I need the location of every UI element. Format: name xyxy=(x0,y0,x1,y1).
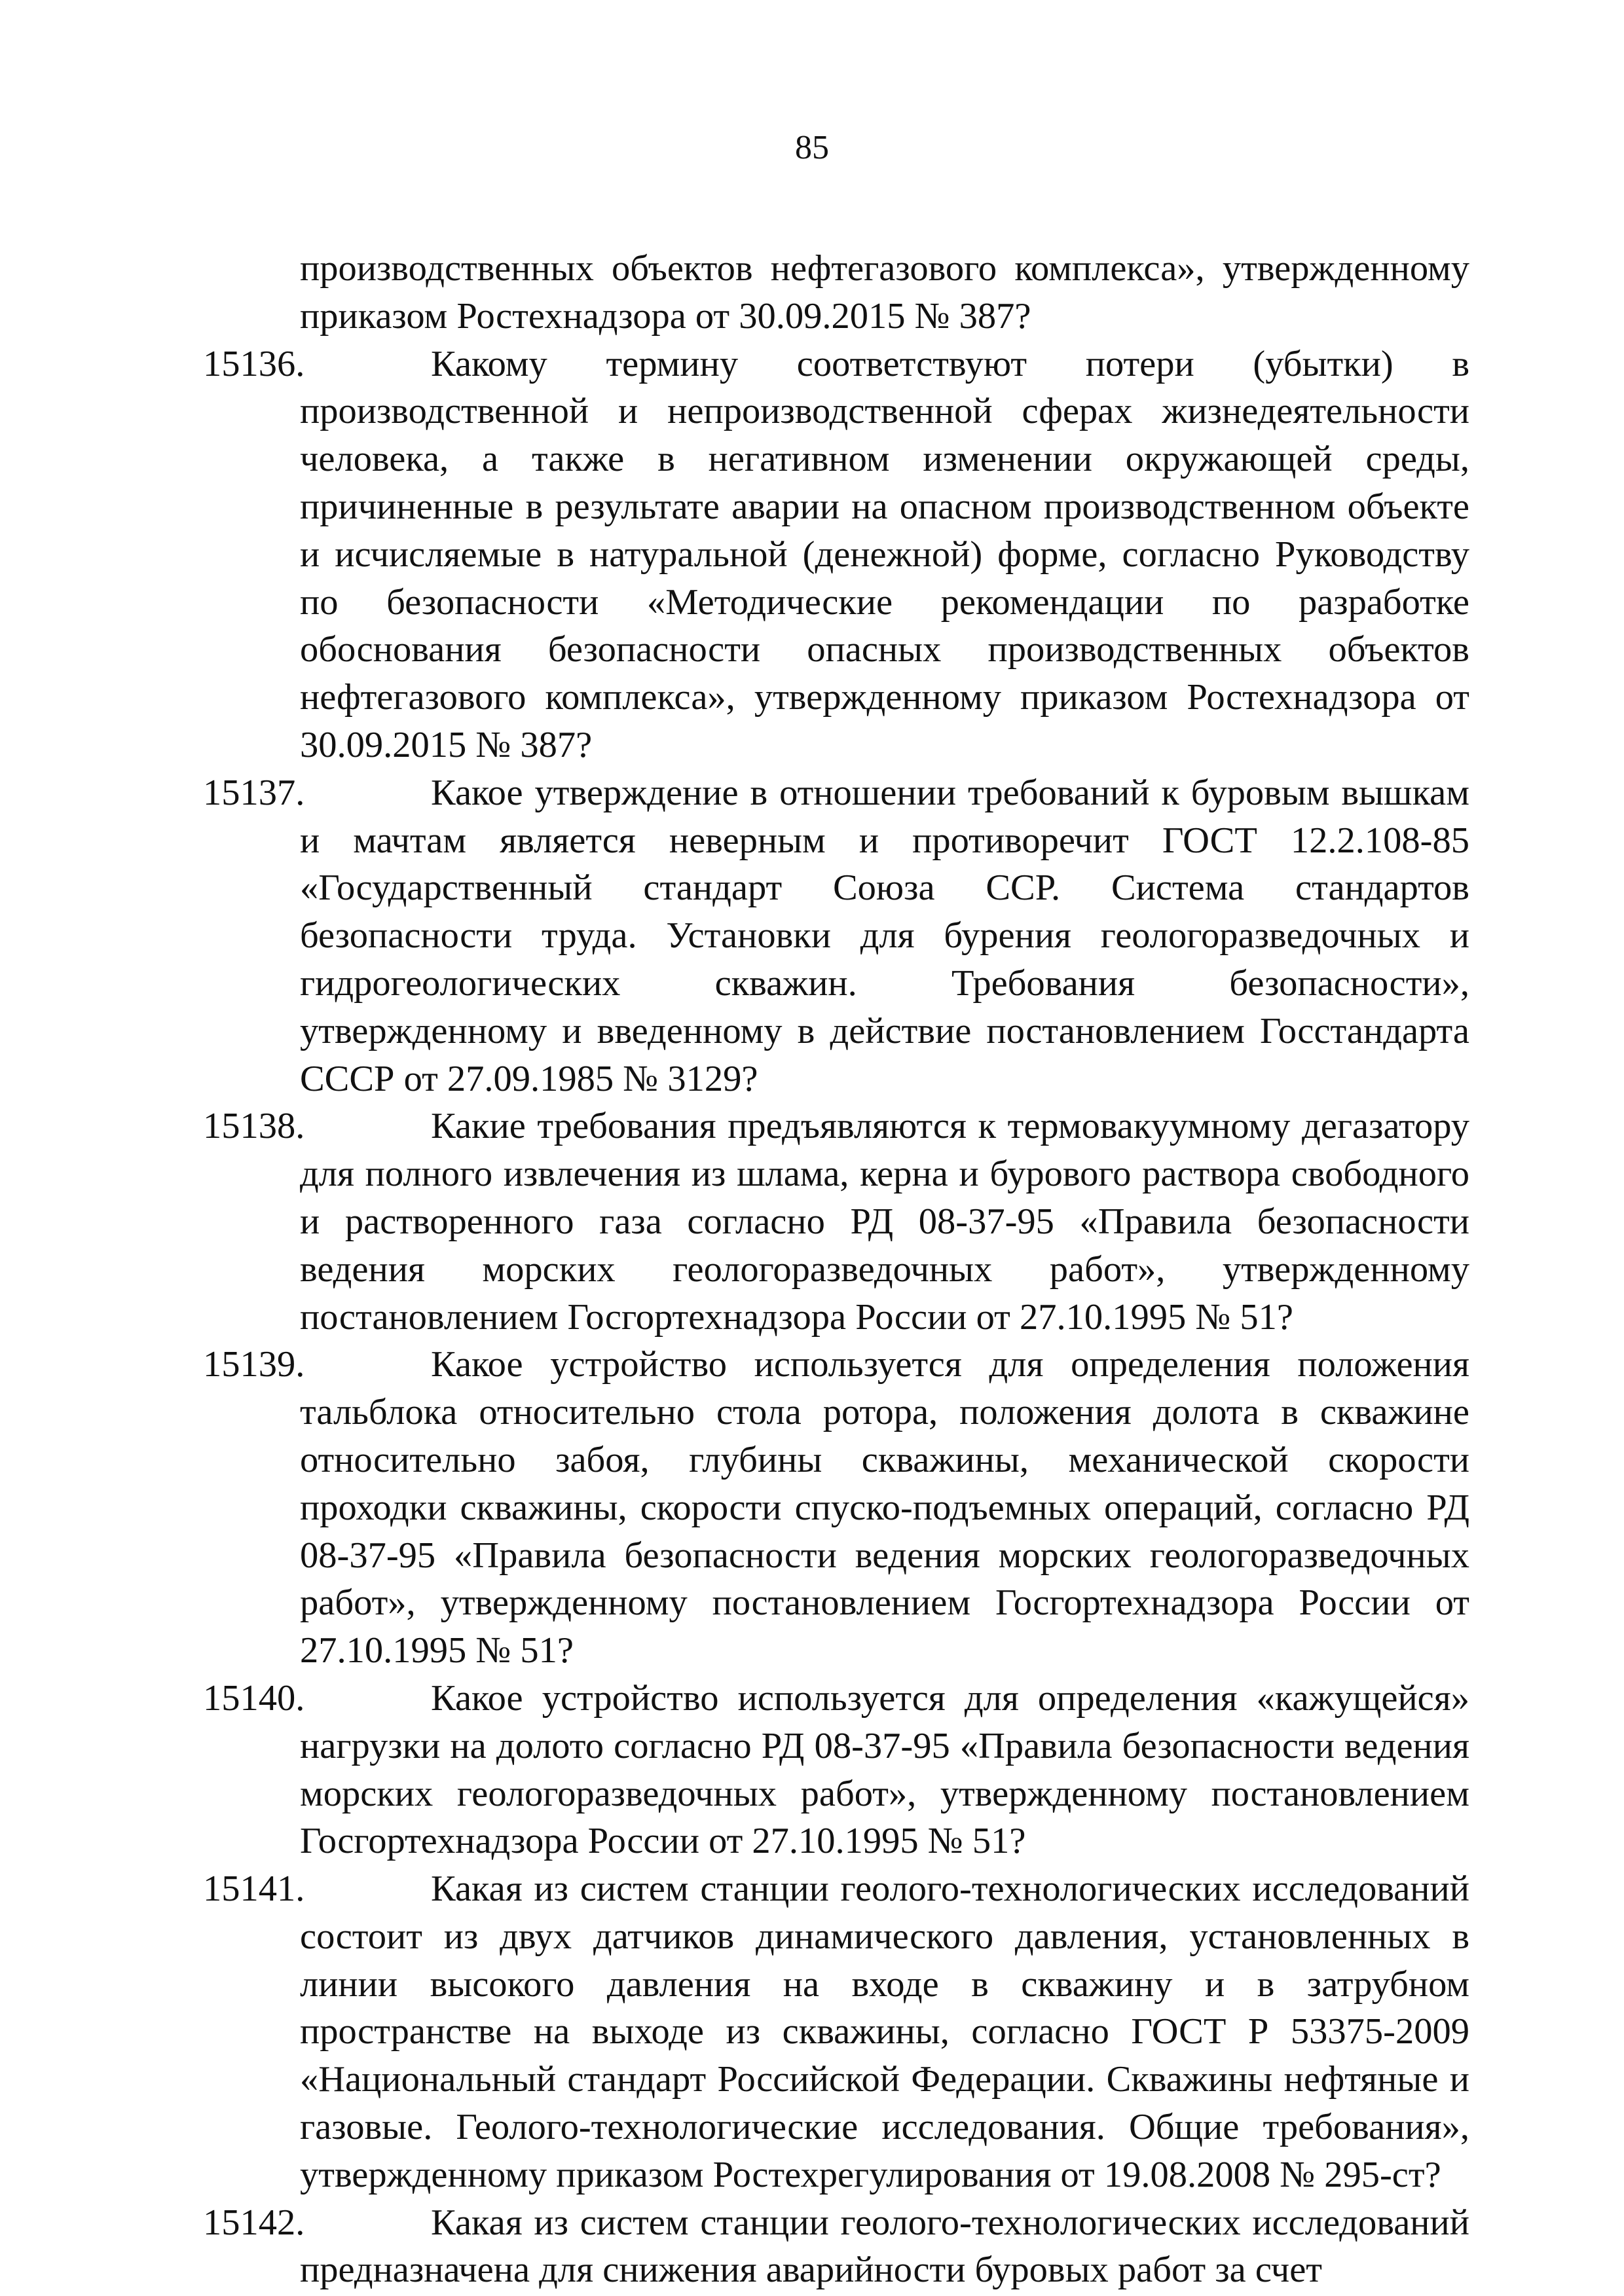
question-number: 15136. xyxy=(203,343,305,384)
question-number: 15137. xyxy=(203,772,305,813)
question-entry-15136 xyxy=(203,340,1469,769)
question-number: 15141. xyxy=(203,1868,305,1910)
question-number: 15142. xyxy=(203,2202,305,2243)
question-number: 15138. xyxy=(203,1106,305,1147)
question-text: Какому термину соответствуют потери (убытки) в производственной и непроизводственной сферах жизнедеятельности человека, а также в негативном изменении окружающей среды, причиненные в результате аварии на опасном производственном объекте и исчисляемые в натуральной (денежной) форме, согласно Руководству по безопасности «Методические рекомендации по разработке обоснования безопасности опасных производственных объектов нефтегазового комплекса», утвержденному приказом Ростехнадзора от 30.09.2015 № 387? xyxy=(300,343,1469,765)
question-entry-15142 xyxy=(203,2199,1469,2295)
question-entry-15138 xyxy=(203,1102,1469,1341)
question-entry-15140 xyxy=(203,1675,1469,1865)
page-number: 85 xyxy=(795,129,829,166)
question-text: Какое устройство используется для определения положения тальблока относительно стола ротора, положения долота в скважине относительно забоя, глубины скважины, механической скорости проходки скважины, скорости спуско-подъемных операций, согласно РД 08-37-95 «Правила безопасности ведения морских геологоразведочных работ», утвержденному постановлением Госгортехнадзора России от 27.10.1995 № 51? xyxy=(300,1344,1469,1671)
continuation-paragraph xyxy=(251,245,1469,340)
question-entry-15141 xyxy=(203,1865,1469,2199)
question-number: 15139. xyxy=(203,1344,305,1385)
continuation-text: производственных объектов нефтегазового комплекса», утвержденному приказом Ростехнадзора от 30.09.2015 № 387? xyxy=(300,248,1469,337)
question-entry-15139 xyxy=(203,1341,1469,1675)
question-text: Какое утверждение в отношении требований к буровым вышкам и мачтам является неверным и противоречит ГОСТ 12.2.108-85 «Государственный стандарт Союза ССР. Система стандартов безопасности труда. Установки для бурения геологоразведочных и гидрогеологических скважин. Требования безопасности», утвержденному и введенному в действие постановлением Госстандарта СССР от 27.09.1985 № 3129? xyxy=(300,772,1469,1099)
document-body xyxy=(203,245,1469,2294)
question-text: Какая из систем станции геолого-технологических исследований состоит из двух датчиков динамического давления, установленных в линии высокого давления на входе в скважину и в затрубном пространстве на выходе из скважины, согласно ГОСТ Р 53375-2009 «Национальный стандарт Российской Федерации. Скважины нефтяные и газовые. Геолого-технологические исследования. Общие требования», утвержденному приказом Ростехрегулирования от 19.08.2008 № 295-ст? xyxy=(300,1868,1469,2195)
question-text: Какое устройство используется для определения «кажущейся» нагрузки на долото согласно РД 08-37-95 «Правила безопасности ведения морских геологоразведочных работ», утвержденному постановлением Госгортехнадзора России от 27.10.1995 № 51? xyxy=(300,1677,1469,1862)
question-text: Какая из систем станции геолого-технологических исследований предназначена для снижения аварийности буровых работ за счет xyxy=(300,2202,1469,2291)
question-entry-15137 xyxy=(203,769,1469,1103)
question-text: Какие требования предъявляются к термовакуумному дегазатору для полного извлечения из шлама, керна и бурового раствора свободного и растворенного газа согласно РД 08-37-95 «Правила безопасности ведения морских геологоразведочных работ», утвержденному постановлением Госгортехнадзора России от 27.10.1995 № 51? xyxy=(300,1106,1469,1338)
question-number: 15140. xyxy=(203,1677,305,1719)
